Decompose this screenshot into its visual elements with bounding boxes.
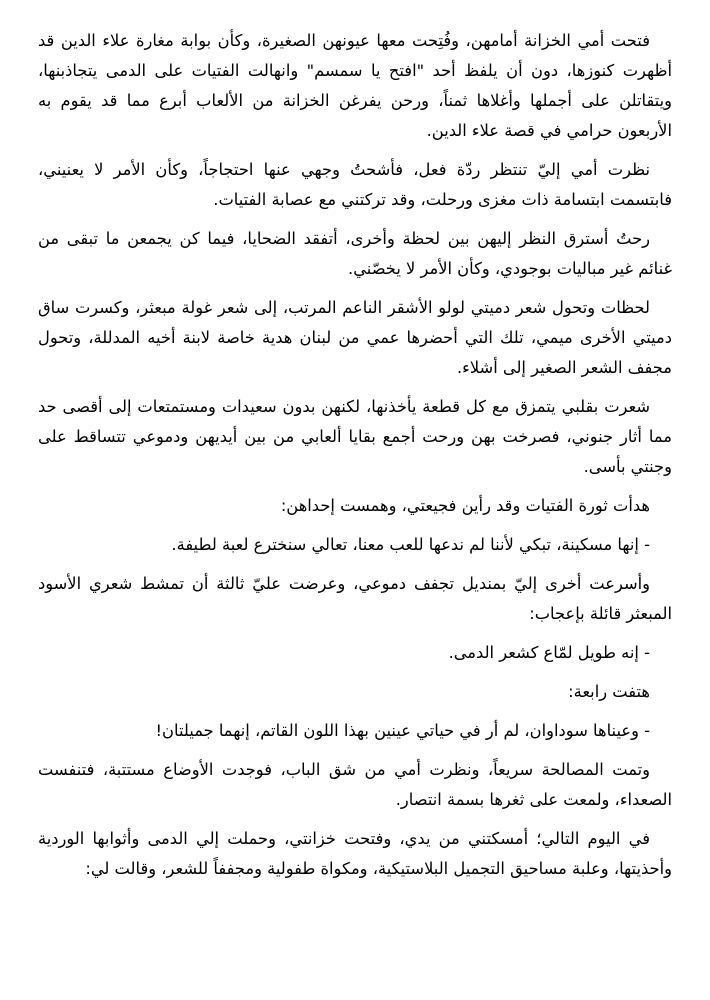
paragraph: نظرت أمي إليّ تنتظر ردّة فعل، فأشحتُ وجهي عنها احتجاجاً، وكأن الأمر لا يعنيني، فابتسمت ابتسامة ذات مغزى ورحلت، وقد تركتني مع عصابة الفتيات. [38,160,672,209]
paragraph: هدأت ثورة الفتيات وقد رأين فجيعتي، وهمست إحداهن: [280,496,650,515]
paragraph: لحظات وتحول شعر دميتي لولو الأشقر الناعم المرتب، إلى شعر غولة مبعثر، وكسرت ساق دميتي الأخرى ميمي، تلك التي أحضرها عمي من لبنان هدية خاصة لابنة أخيه المدللة، وتحول مجفف الشعر الصغير إلى أشلاء. [38,298,672,377]
paragraph: رحتُ أسترق النظر إليهن بين لحظة وأخرى، أتفقد الضحايا، فيما كن يجمعن ما تبقى من غنائم غير مباليات بوجودي، وكأن الأمر لا يخصّني. [38,229,672,278]
dialogue-line: - وعيناها سوداوان، لم أر في حياتي عينين بهذا اللون القاتم، إنهما جميلتان! [155,721,650,740]
paragraph: شعرت بقلبي يتمزق مع كل قطعة يأخذنها، لكنهن بدون سعيدات ومستمتعات إلى أقصى حد مما أثار جنوني، فصرخت بهن ورحت أجمع بقايا ألعابي من بين أيديهن ودموعي تتساقط على وجنتي بأسى. [38,397,672,476]
paragraph: وتمت المصالحة سريعاً، ونظرت أمي من شق الباب، فوجدت الأوضاع مستتبة، فتنفست الصعداء، ولمعت على ثغرها بسمة انتصار. [38,760,672,809]
paragraph: هتفت رابعة: [568,682,650,701]
story-text [38,26,672,893]
dialogue-line: - إنها مسكينة، تبكي لأننا لم ندعها للعب معنا، تعالي سنخترع لعبة لطيفة. [171,535,650,554]
dialogue-line: - إنه طويل لمّاع كشعر الدمى. [448,643,650,662]
paragraph: فتحت أمي الخزانة أمامهن، وفُتِحت معها عيونهن الصغيرة، وكأن بوابة مغارة علاء الدين قد أظهرت كنوزها، دون أن يلفظ أحد "افتح يا سمسم" وانهالت الفتيات على الدمى يتجاذبنها، ويتقاتلن على أجملها وأغلاها ثمناً، ورحن يفرغن الخزانة من الألعاب أبرع مما قد يقوم به الأربعون حرامي في قصة علاء الدين. [38,31,672,140]
paragraph: في اليوم التالي؛ أمسكتني من يدي، وفتحت خزانتي، وحملت إلي الدمى وأثوابها الوردية وأحذيتها، وعلبة مساحيق التجميل البلاستيكية، ومكواة طفولية ومجففاً للشعر، وقالت لي: [38,829,672,878]
paragraph: وأسرعت أخرى إليّ بمنديل تجفف دموعي، وعرضت عليّ ثالثة أن تمشط شعري الأسود المبعثر قائلة بإعجاب: [38,574,672,623]
